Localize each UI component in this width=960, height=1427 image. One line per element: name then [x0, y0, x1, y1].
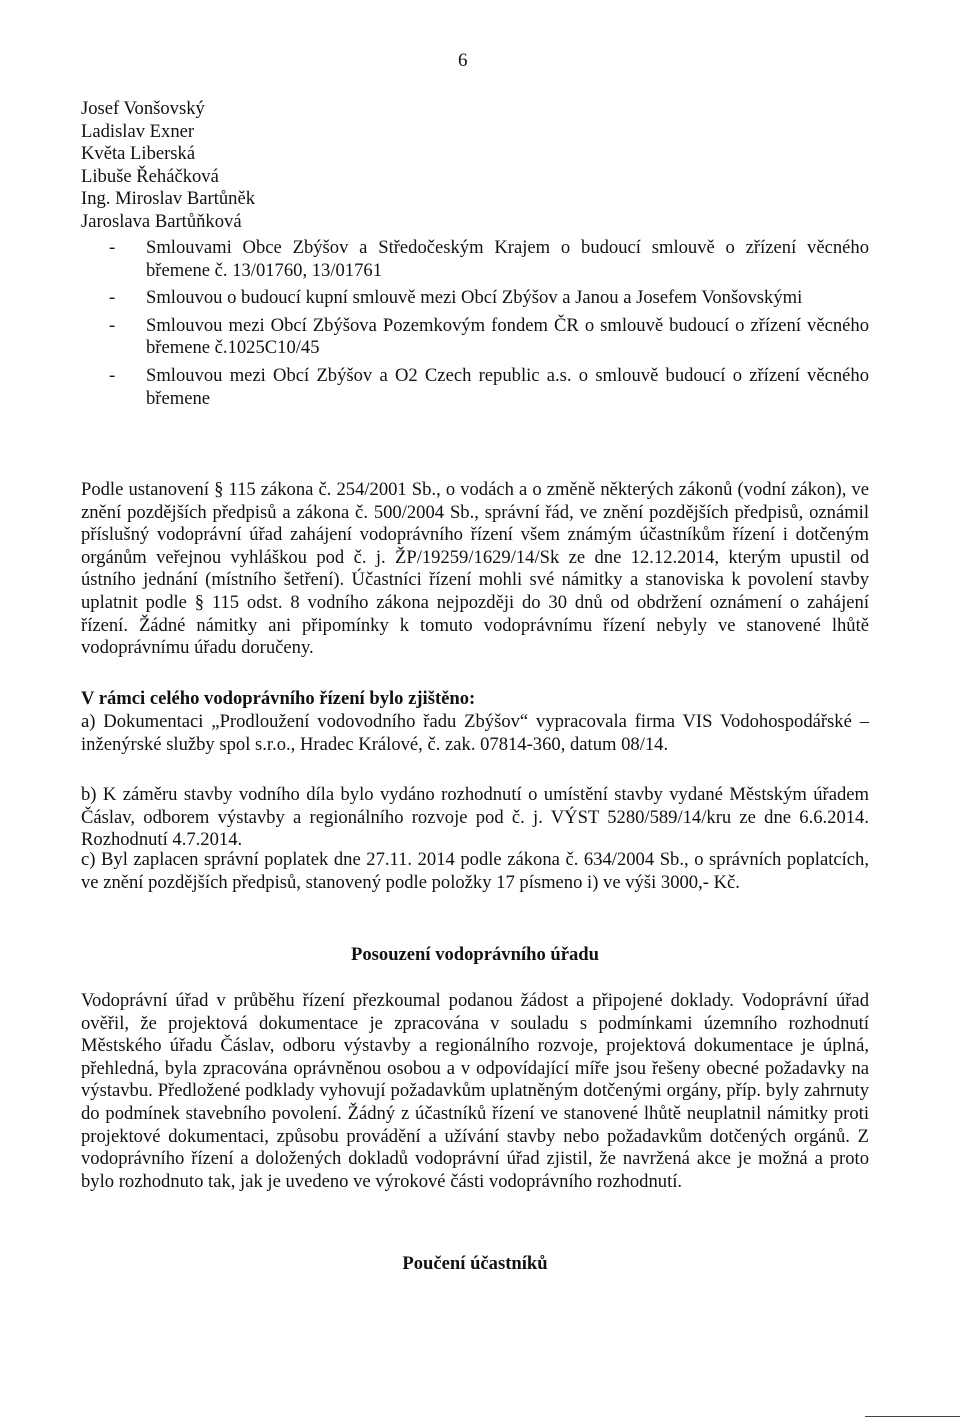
participant-names-list [81, 98, 881, 234]
finding-item-b: b) K záměru stavby vodního díla bylo vydáno rozhodnutí o umístění stavby vydané Městským úřadem Čáslav, odborem výstavby a regionálního rozvoje pod č. j. VÝST 5280/589/14/kru ze dne 6.6.2014. Rozhodnutí 4.7.2014. [81, 784, 869, 851]
findings-heading: V rámci celého vodoprávního řízení bylo zjištěno: [81, 688, 476, 709]
contract-item-text: Smlouvou o budoucí kupní smlouvě mezi Obcí Zbýšov a Janou a Josefem Vonšovskými [146, 287, 803, 309]
finding-item-c: c) Byl zaplacen správní poplatek dne 27.11. 2014 podle zákona č. 634/2004 Sb., o správních poplatcích, ve znění pozdějších předpisů, stanovený podle položky 17 písmeno i) ve výši 3000,- Kč. [81, 849, 869, 893]
contract-item-text: Smlouvami Obce Zbýšov a Středočeským Krajem o budoucí smlouvě o zřízení věcného břemene č. 13/01760, 13/01761 [146, 237, 869, 281]
contract-item [81, 315, 869, 360]
participant-name: Ladislav Exner [81, 120, 195, 142]
contract-item [81, 365, 869, 410]
contracts-list [81, 237, 869, 415]
list-dash: - [109, 364, 116, 386]
contract-item [81, 287, 869, 310]
section-heading-assessment: Posouzení vodoprávního úřadu [351, 944, 599, 965]
participant-name: Libuše Řeháčková [81, 165, 219, 187]
participant-name: Ing. Miroslav Bartůněk [81, 188, 256, 210]
contract-item-text: Smlouvou mezi Obcí Zbýšova Pozemkovým fondem ČR o smlouvě budoucí o zřízení věcného břemene č.1025C10/45 [146, 314, 869, 359]
list-dash: - [109, 314, 116, 336]
legal-basis-paragraph: Podle ustanovení § 115 zákona č. 254/2001 Sb., o vodách a o změně některých zákonů (vodní zákon), ve znění pozdějších předpisů a zákona č. 500/2004 Sb., správní řád, ve znění pozdějších předpisů, oznámil příslušný vodoprávní úřad zahájení vodoprávního řízení všem známým účastníkům řízení i dotčeným orgánům veřejnou vyhláškou pod č. j. ŽP/19259/1629/14/Sk ze dne 12.12.2014, kterým upustil od ústního jednání (místního šetření). Účastníci řízení mohli své námitky a stanoviska k povolení stavby uplatnit podle § 115 odst. 8 vodního zákona nejpozději do 30 dnů od obdržení oznámení o zahájení řízení. Žádné námitky ani připomínky k tomuto vodoprávnímu řízení nebyly ve stanovené lhůtě vodoprávnímu úřadu doručeny. [81, 479, 869, 659]
footer-rule [865, 1416, 960, 1417]
assessment-paragraph: Vodoprávní úřad v průběhu řízení přezkoumal podanou žádost a připojené doklady. Vodoprávní úřad ověřil, že projektová dokumentace je zpracována v souladu s podmínkami územního rozhodnutí Městského úřadu Čáslav, odboru výstavby a regionálního rozvoje, projektová dokumentace je úplná, přehledná, byla zpracována oprávněnou osobou a v odpovídající míře jsou řešeny obecné požadavky na výstavbu. Předložené podklady vyhovují požadavkům uplatněným dotčenými orgány, příp. byly zahrnuty do podmínek stavebního povolení. Žádný z účastníků řízení ve stanovené lhůtě neuplatnil námitky proti projektové dokumentaci, způsobu provádění a užívání stavby nebo požadavkům dotčených orgánů. Z vodoprávního řízení a doložených dokladů vodoprávní úřad zjistil, že navržená akce je možná a proto bylo rozhodnuto tak, jak je uvedeno ve výrokové části vodoprávního rozhodnutí. [81, 990, 869, 1192]
contract-item-text: Smlouvou mezi Obcí Zbýšov a O2 Czech republic a.s. o smlouvě budoucí o zřízení věcného břemene [146, 364, 869, 409]
participant-name: Josef Vonšovský [81, 98, 205, 119]
participant-name: Květa Liberská [81, 143, 196, 165]
section-heading-instructions: Poučení účastníků [402, 1253, 548, 1274]
contract-item [81, 237, 869, 282]
list-dash: - [109, 237, 116, 258]
list-dash: - [109, 287, 116, 309]
finding-item-a: a) Dokumentaci „Prodloužení vodovodního řadu Zbýšov“ vypracovala firma VIS Vodohospodářské – inženýrské služby spol s.r.o., Hradec Králové, č. zak. 07814-360, datum 08/14. [81, 711, 869, 755]
page-number: 6 [458, 50, 468, 71]
participant-name: Jaroslava Bartůňková [81, 210, 242, 232]
